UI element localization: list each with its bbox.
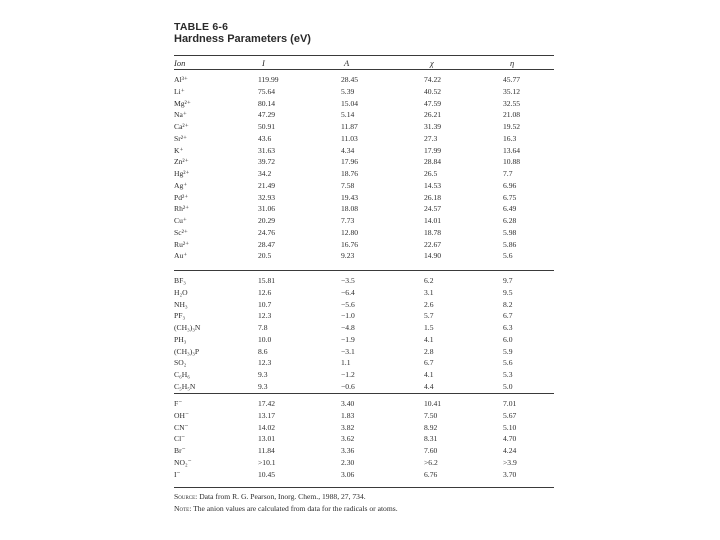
cell-electronegativity: 40.52 [424, 86, 442, 96]
cell-hardness: 5.0 [503, 381, 513, 391]
cell-electron-affinity: 3.40 [341, 399, 355, 408]
cell-ionization-energy: 47.29 [258, 110, 276, 120]
cell-ionization-energy: 80.14 [258, 98, 276, 108]
cell-electronegativity: 14.53 [424, 180, 442, 190]
cell-electron-affinity: 15.04 [341, 98, 359, 108]
cell-electronegativity: 2.6 [424, 299, 434, 309]
cell-ionization-energy: 20.5 [258, 251, 272, 261]
cell-hardness: 6.28 [503, 216, 517, 225]
cell-ionization-energy: >10.1 [258, 457, 276, 467]
cell-electron-affinity: 3.82 [341, 422, 355, 432]
cell-electron-affinity: 1.1 [341, 358, 351, 368]
cell-ion: Ca²⁺ [174, 122, 189, 131]
cell-ionization-energy: 13.17 [258, 410, 276, 420]
cell-hardness: 7.01 [503, 399, 517, 408]
cell-electronegativity: 8.31 [424, 434, 438, 444]
cell-electron-affinity: −0.6 [341, 381, 355, 391]
cell-hardness: 4.70 [503, 434, 517, 444]
cell-ionization-energy: 75.64 [258, 86, 276, 96]
table-row [0, 203, 720, 215]
cell-electron-affinity: −3.5 [341, 276, 355, 285]
cell-ion: Ag⁺ [174, 180, 188, 190]
cell-ion: Au⁺ [174, 251, 188, 261]
cell-electron-affinity: 5.14 [341, 110, 355, 120]
table-row [0, 433, 720, 445]
cell-electronegativity: 26.18 [424, 192, 442, 202]
cell-electron-affinity: 3.62 [341, 434, 355, 444]
cell-ion: Sc²⁺ [174, 227, 188, 237]
cell-ionization-energy: 8.6 [258, 346, 268, 356]
cell-electron-affinity: 2.30 [341, 457, 355, 467]
cell-ion: Cu⁺ [174, 216, 187, 225]
cell-electronegativity: 47.59 [424, 98, 442, 108]
table-row [0, 422, 720, 434]
cell-electron-affinity: −5.6 [341, 299, 355, 309]
cell-ionization-energy: 10.7 [258, 299, 272, 309]
cell-ionization-energy: 32.93 [258, 192, 276, 202]
cell-ion: K⁺ [174, 145, 184, 155]
table-row [0, 192, 720, 204]
cell-electronegativity: 5.7 [424, 311, 434, 321]
cell-hardness: 45.77 [503, 75, 521, 84]
cell-electronegativity: 28.84 [424, 157, 442, 167]
cell-electronegativity: 10.41 [424, 399, 442, 408]
cell-hardness: 5.98 [503, 227, 517, 237]
cell-electron-affinity: 18.76 [341, 169, 359, 178]
cell-electron-affinity: 18.08 [341, 204, 359, 214]
cell-ion: Rh²⁺ [174, 204, 190, 214]
cell-hardness: 6.49 [503, 204, 517, 214]
cell-ion: C₆H₆ [174, 370, 190, 379]
table-row [0, 275, 720, 287]
cell-hardness: 7.7 [503, 169, 513, 178]
cell-electron-affinity: 3.36 [341, 446, 355, 455]
note-text: The anion values are calculated from data for the radicals or atoms. [193, 504, 398, 513]
cell-ionization-energy: 13.01 [258, 434, 276, 444]
cell-electron-affinity: 7.73 [341, 216, 355, 225]
table-caption [174, 21, 311, 46]
cell-electronegativity: 6.2 [424, 276, 434, 285]
cell-hardness: 10.88 [503, 157, 521, 167]
cell-electronegativity: 6.7 [424, 358, 434, 368]
table-row [0, 133, 720, 145]
top-rule [174, 55, 554, 56]
table-row [0, 469, 720, 481]
cell-ionization-energy: 43.6 [258, 133, 272, 143]
cell-ion: I⁻ [174, 469, 181, 479]
cell-hardness: 8.2 [503, 299, 513, 309]
table-row [0, 168, 720, 180]
cell-hardness: 13.64 [503, 145, 521, 155]
table-row [0, 287, 720, 299]
table-title: Hardness Parameters (eV) [174, 33, 311, 45]
table-row [0, 457, 720, 469]
table-row [0, 346, 720, 358]
cell-hardness: 6.0 [503, 334, 513, 344]
cell-electron-affinity: −4.8 [341, 323, 355, 332]
cell-electronegativity: 7.50 [424, 410, 438, 420]
cell-hardness: 6.96 [503, 180, 517, 190]
cell-ion: Cl⁻ [174, 434, 186, 444]
header-hardness: η [510, 58, 515, 68]
cell-ionization-energy: 12.3 [258, 358, 272, 368]
cell-ion: Li⁺ [174, 86, 185, 96]
table-row [0, 121, 720, 133]
table-row [0, 334, 720, 346]
cell-electron-affinity: 4.34 [341, 145, 355, 155]
cell-ionization-energy: 11.84 [258, 446, 275, 455]
cell-electronegativity: 22.67 [424, 239, 442, 249]
cell-ion: Ru²⁺ [174, 239, 190, 249]
cell-ionization-energy: 24.76 [258, 227, 276, 237]
cell-ion: Sr²⁺ [174, 133, 188, 143]
cell-ionization-energy: 9.3 [258, 370, 268, 379]
cell-hardness: 5.86 [503, 239, 517, 249]
cell-ionization-energy: 12.6 [258, 287, 272, 297]
cell-electronegativity: 8.92 [424, 422, 438, 432]
cell-ionization-energy: 10.0 [258, 334, 272, 344]
cell-electronegativity: 4.1 [424, 334, 434, 344]
cell-electron-affinity: −3.1 [341, 346, 355, 356]
cell-electronegativity: 31.39 [424, 122, 442, 131]
cell-ion: Hg²⁺ [174, 169, 190, 178]
table-row [0, 180, 720, 192]
cell-electronegativity: 4.1 [424, 370, 434, 379]
cell-ionization-energy: 28.47 [258, 239, 276, 249]
cell-ion: Br⁻ [174, 446, 186, 455]
cell-electronegativity: 14.01 [424, 216, 442, 225]
cell-hardness: 6.75 [503, 192, 517, 202]
cell-electronegativity: 1.5 [424, 323, 434, 332]
cell-ion: (CH₃)₃N [174, 323, 201, 332]
table-row [0, 215, 720, 227]
cell-hardness: 4.24 [503, 446, 517, 455]
table-row [0, 381, 720, 393]
cell-electron-affinity: 16.76 [341, 239, 359, 249]
cell-electron-affinity: 17.96 [341, 157, 359, 167]
table-row [0, 109, 720, 121]
cell-electron-affinity: −1.2 [341, 370, 355, 379]
table-notes [174, 491, 398, 515]
cell-ionization-energy: 10.45 [258, 469, 276, 479]
cell-hardness: 6.3 [503, 323, 513, 332]
cell-electronegativity: 2.8 [424, 346, 434, 356]
cell-electron-affinity: 7.58 [341, 180, 355, 190]
cell-hardness: 9.7 [503, 276, 513, 285]
cell-electronegativity: >6.2 [424, 457, 438, 467]
header-ionization-energy: I [262, 58, 265, 68]
cell-electron-affinity: 12.80 [341, 227, 359, 237]
cell-electronegativity: 14.90 [424, 251, 442, 261]
cell-ionization-energy: 39.72 [258, 157, 276, 167]
cell-hardness: 16.3 [503, 133, 517, 143]
table-row [0, 250, 720, 262]
table-row [0, 86, 720, 98]
table-row [0, 239, 720, 251]
table-label: TABLE 6-6 [174, 21, 229, 33]
cell-electron-affinity: 3.06 [341, 469, 355, 479]
cell-electron-affinity: 1.83 [341, 410, 355, 420]
header-ion: Ion [174, 58, 186, 68]
cell-ion: Mg²⁺ [174, 98, 191, 108]
cell-electronegativity: 74.22 [424, 75, 442, 84]
cell-hardness: >3.9 [503, 457, 517, 467]
table-row [0, 369, 720, 381]
cell-ionization-energy: 12.3 [258, 311, 272, 321]
cell-ionization-energy: 7.8 [258, 323, 268, 332]
table-row [0, 398, 720, 410]
table-row [0, 310, 720, 322]
footnote [174, 503, 398, 515]
cell-electronegativity: 4.4 [424, 381, 434, 391]
cell-ion: H₂O [174, 287, 188, 297]
group-divider-2 [174, 393, 554, 394]
header-electron-affinity: A [344, 58, 350, 68]
cell-ion: C₅H₅N [174, 381, 196, 391]
cell-hardness: 5.3 [503, 370, 513, 379]
cell-ion: Na⁺ [174, 110, 187, 120]
cell-electron-affinity: 9.23 [341, 251, 355, 261]
cell-ionization-energy: 15.81 [258, 276, 276, 285]
cell-ion: PH₃ [174, 334, 187, 344]
cell-ionization-energy: 9.3 [258, 381, 268, 391]
cell-ion: SO₂ [174, 358, 187, 368]
cell-ion: Zn²⁺ [174, 157, 189, 167]
cell-hardness: 5.67 [503, 410, 517, 420]
cell-ionization-energy: 34.2 [258, 169, 272, 178]
cell-electron-affinity: −1.0 [341, 311, 355, 321]
cell-ion: (CH₃)₃P [174, 346, 200, 356]
table-row [0, 445, 720, 457]
cell-ion: Al³⁺ [174, 75, 188, 84]
header-electronegativity: χ [430, 58, 434, 68]
cell-hardness: 3.70 [503, 469, 517, 479]
cell-hardness: 5.10 [503, 422, 517, 432]
table-row [0, 357, 720, 369]
cell-electron-affinity: −1.9 [341, 334, 355, 344]
cell-electron-affinity: 11.03 [341, 133, 358, 143]
cell-ion: NO₂⁻ [174, 457, 192, 467]
cell-electron-affinity: 5.39 [341, 86, 355, 96]
table-row [0, 98, 720, 110]
table-row [0, 227, 720, 239]
cell-hardness: 6.7 [503, 311, 513, 321]
cell-electronegativity: 24.57 [424, 204, 442, 214]
cell-ionization-energy: 21.49 [258, 180, 276, 190]
cell-electron-affinity: 19.43 [341, 192, 359, 202]
cell-ion: PF₃ [174, 311, 186, 321]
cell-electron-affinity: 28.45 [341, 75, 359, 84]
cell-electronegativity: 3.1 [424, 287, 434, 297]
cell-ionization-energy: 119.99 [258, 75, 279, 84]
source-label: Source: [174, 492, 198, 501]
cell-electron-affinity: −6.4 [341, 287, 355, 297]
cell-ionization-energy: 31.63 [258, 145, 276, 155]
cell-electronegativity: 6.76 [424, 469, 438, 479]
cell-ion: OH⁻ [174, 410, 189, 420]
cell-electronegativity: 17.99 [424, 145, 442, 155]
cell-ionization-energy: 17.42 [258, 399, 276, 408]
table-row [0, 74, 720, 86]
cell-ion: NH₃ [174, 299, 188, 309]
bottom-rule [174, 487, 554, 488]
cell-ionization-energy: 50.91 [258, 122, 276, 131]
source-text: Data from R. G. Pearson, Inorg. Chem., 1988, 27, 734. [199, 492, 366, 501]
table-row [0, 145, 720, 157]
cell-ionization-energy: 31.06 [258, 204, 276, 214]
cell-hardness: 35.12 [503, 86, 521, 96]
table-row [0, 156, 720, 168]
table-row [0, 299, 720, 311]
cell-hardness: 5.9 [503, 346, 513, 356]
cell-electronegativity: 18.78 [424, 227, 442, 237]
cell-ion: Pd²⁺ [174, 192, 189, 202]
cell-electronegativity: 7.60 [424, 446, 438, 455]
table-row [0, 410, 720, 422]
header-rule [174, 69, 554, 70]
cell-hardness: 5.6 [503, 358, 513, 368]
cell-hardness: 32.55 [503, 98, 521, 108]
cell-ion: CN⁻ [174, 422, 189, 432]
cell-hardness: 9.5 [503, 287, 513, 297]
cell-ionization-energy: 14.02 [258, 422, 276, 432]
cell-electronegativity: 26.5 [424, 169, 438, 178]
cell-electron-affinity: 11.87 [341, 122, 358, 131]
note-label: Note: [174, 504, 192, 513]
group-divider-1 [174, 270, 554, 271]
cell-ion: BF₃ [174, 276, 186, 285]
cell-hardness: 5.6 [503, 251, 513, 261]
cell-hardness: 21.08 [503, 110, 521, 120]
cell-hardness: 19.52 [503, 122, 521, 131]
cell-ion: F⁻ [174, 399, 183, 408]
table-row [0, 322, 720, 334]
cell-electronegativity: 26.21 [424, 110, 442, 120]
cell-ionization-energy: 20.29 [258, 216, 276, 225]
cell-electronegativity: 27.3 [424, 133, 438, 143]
source-note [174, 491, 398, 503]
